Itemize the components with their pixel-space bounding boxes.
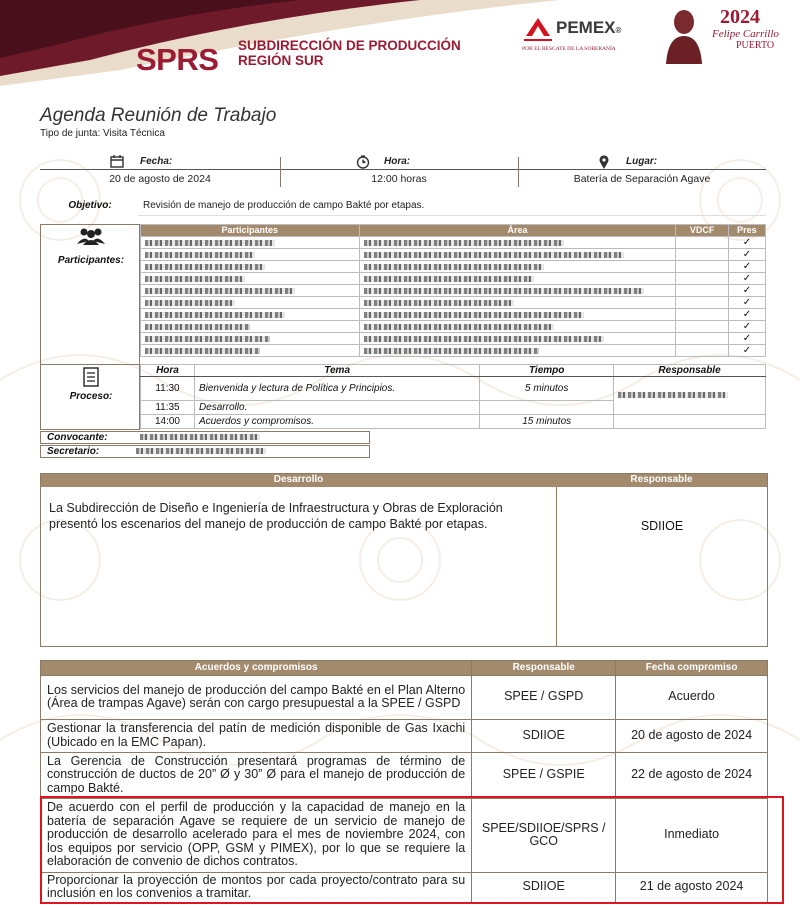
redacted-text [145,264,265,270]
acuerdo-fecha: 22 de agosto de 2024 [616,752,768,798]
table-row [141,320,766,332]
acuerdo-text: Proporcionar la proyección de montos por cada proyecto/contrato para su inclusión en los convenios a tramitar. [41,872,472,902]
portrait-icon [664,6,704,64]
proceso-tema: Desarrollo. [194,401,479,415]
proceso-tiempo: 15 minutos [480,415,614,429]
fecha-value: 20 de agosto de 2024 [109,173,211,185]
proceso-label: Proceso: [69,391,113,402]
lugar-label: Lugar: [626,156,658,167]
participantes-label: Participantes: [57,255,125,266]
checklist-icon [83,367,99,387]
redacted-text [145,276,245,282]
presence-check: ✓ [728,284,765,296]
presence-check: ✓ [728,260,765,272]
redacted-text [145,240,275,246]
proceso-tiempo [480,401,614,415]
acuerdo-responsable: SPEE / GSPD [472,675,616,719]
presence-check: ✓ [728,272,765,284]
table-row [141,308,766,320]
info-separator [40,169,766,170]
redacted-text [364,312,584,318]
calendar-icon [110,155,124,168]
redacted-text [364,336,604,342]
objetivo-label: Objetivo: [68,200,112,211]
convocante-label: Convocante: [47,432,108,443]
presence-check: ✓ [728,248,765,260]
proceso-responsable [614,415,766,429]
table-row [141,236,766,248]
proceso-hora: 11:35 [141,401,195,415]
presence-check: ✓ [728,332,765,344]
participantes-section [40,224,140,364]
table-row [41,872,768,902]
col-header-fecha: Fecha compromiso [616,661,768,676]
presence-check: ✓ [728,344,765,356]
lugar-value: Batería de Separación Agave [573,173,711,185]
convocante-row [40,431,370,444]
redacted-text [145,252,255,258]
table-row [141,284,766,296]
participantes-table [140,224,766,357]
table-row [141,296,766,308]
acuerdo-responsable: SDIIOE [472,719,616,752]
table-row [141,332,766,344]
proceso-tiempo: 5 minutos [480,377,614,401]
redacted-text [364,324,554,330]
table-row [41,752,768,798]
proceso-hora: 11:30 [141,377,195,401]
pemex-registered: ® [615,26,622,35]
col-header-hora: Hora [141,365,195,377]
redacted-text [618,392,728,398]
table-row [41,798,768,872]
redacted-text [145,288,295,294]
acuerdo-fecha: 20 de agosto de 2024 [616,719,768,752]
hora-label: Hora: [384,156,411,167]
proceso-table [140,364,766,429]
table-row [141,344,766,356]
desarrollo-responsable: SDIIOE [556,487,767,646]
redacted-text [364,264,544,270]
clock-icon [356,155,370,169]
secretario-label: Secretario: [47,446,100,457]
sprs-logo: SPRS [136,42,219,77]
col-header-responsable: Responsable [614,365,766,377]
pemex-tagline: POR EL RESCATE DE LA SOBERANÍA [522,46,616,52]
pemex-word: PEMEX [556,18,616,37]
col-header-tema: Tema [194,365,479,377]
redacted-text [145,312,285,318]
desarrollo-responsable-header: Responsable [556,474,767,487]
people-group-icon [75,227,107,245]
proceso-tema: Acuerdos y compromisos. [194,415,479,429]
presence-check: ✓ [728,320,765,332]
redacted-text [364,276,534,282]
redacted-text [364,288,644,294]
subdireccion-line-2: REGIÓN SUR [238,53,324,68]
year-name: Felipe Carrillo [712,28,779,40]
redacted-text [136,448,266,454]
acuerdo-text: Los servicios del manejo de producción del campo Bakté en el Plan Alterno (Área de trampas Agave) serán con cargo presupuestal a la SPEE / GSPD [41,675,472,719]
hora-value: 12:00 horas [371,173,427,185]
redacted-text [145,348,260,354]
desarrollo-text: La Subdirección de Diseño e Ingeniería de Infraestructura y Obras de Exploración presentó los escenarios del manejo de producción de campo Bakté por etapas. [49,501,503,531]
acuerdo-responsable: SDIIOE [472,872,616,902]
subdireccion-line-1: SUBDIRECCIÓN DE PRODUCCIÓN [238,38,461,53]
document-title: Agenda Reunión de Trabajo [40,105,277,126]
proceso-section [40,364,140,430]
objetivo-text: Revisión de manejo de producción de campo Bakté por etapas. [143,200,425,211]
table-row [141,248,766,260]
fecha-label: Fecha: [140,156,173,167]
acuerdo-text: La Gerencia de Construcción presentará programas de término de construcción de ductos de 20” Ø y 30” Ø para el manejo de producción de campo Bakté. [41,752,472,798]
redacted-text [364,300,514,306]
col-header-tiempo: Tiempo [480,365,614,377]
table-row [41,719,768,752]
acuerdo-fecha: Acuerdo [616,675,768,719]
redacted-text [364,240,564,246]
document-subtitle: Tipo de junta: Visita Técnica [40,128,165,139]
redacted-text [364,348,539,354]
col-header-area: Área [359,225,676,237]
desarrollo-table [40,473,768,647]
table-row [141,415,766,429]
pemex-eagle-icon [522,14,554,44]
col-header-pres: Pres [728,225,765,237]
acuerdos-table [40,660,768,903]
subdireccion-title [238,38,461,68]
desarrollo-header: Desarrollo [41,474,556,487]
col-header-participantes: Participantes [141,225,360,237]
col-header-responsable: Responsable [472,661,616,676]
location-pin-icon [598,155,610,170]
proceso-responsable [614,377,766,415]
col-header-vdcf: VDCF [676,225,728,237]
redacted-text [145,324,250,330]
pemex-wordmark [556,18,621,38]
redacted-text [364,252,624,258]
acuerdo-text: Gestionar la transferencia del patín de medición disponible de Gas Ixachi (Ubicado en la EMC Papan). [41,719,472,752]
redacted-text [140,434,260,440]
redacted-text [145,336,270,342]
proceso-hora: 14:00 [141,415,195,429]
acuerdo-responsable: SPEE / GSPIE [472,752,616,798]
acuerdo-fecha: Inmediato [616,798,768,872]
presence-check: ✓ [728,236,765,248]
redacted-text [145,300,235,306]
proceso-tema: Bienvenida y lectura de Política y Principios. [194,377,479,401]
acuerdo-fecha: 21 de agosto 2024 [616,872,768,902]
year-number: 2024 [720,6,760,28]
table-row [141,377,766,401]
year-city: PUERTO [736,40,775,51]
table-row [141,272,766,284]
acuerdo-responsable: SPEE/SDIIOE/SPRS / GCO [472,798,616,872]
presence-check: ✓ [728,308,765,320]
secretario-row [40,445,370,458]
presence-check: ✓ [728,296,765,308]
acuerdo-text: De acuerdo con el perfil de producción y la capacidad de manejo en la batería de separación Agave se requiere de un servicio de manejo de producción de desarrollo acelerado para el mes de noviembre 2024, con los equipos por servicio (OPP, GSM y PIMEX), por lo que se requiere la elaboración de convenio de dichos contratos. [41,798,472,872]
table-row [141,260,766,272]
table-row [41,675,768,719]
col-header-acuerdos: Acuerdos y compromisos [41,661,472,676]
